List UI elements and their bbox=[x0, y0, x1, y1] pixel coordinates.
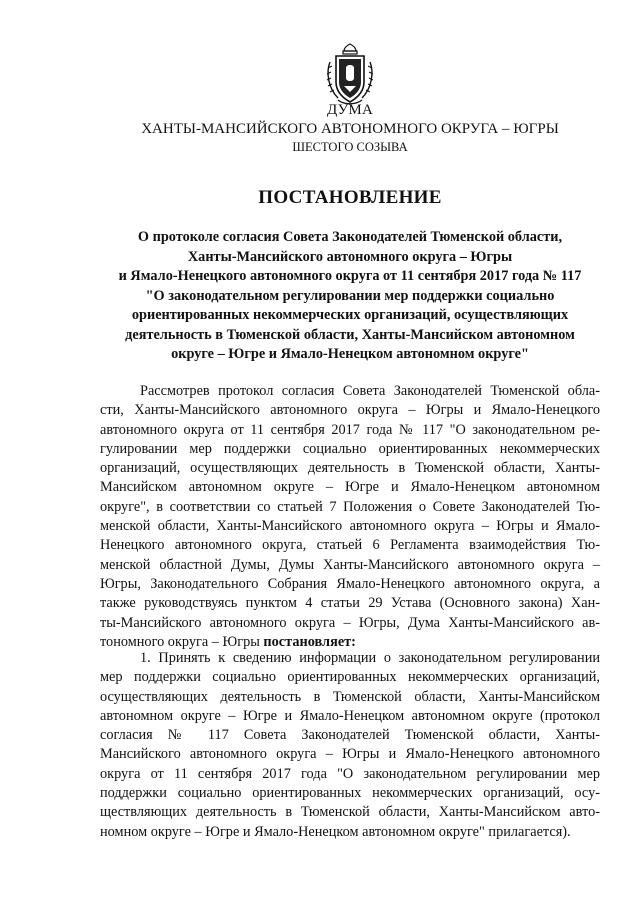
text-line: округе", в соответствии со статьей 7 Положения о Совете Законодателей Тю- bbox=[100, 498, 600, 515]
org-name-line1: ДУМА bbox=[326, 102, 373, 118]
org-name-line2: ХАНТЫ-МАНСИЙСКОГО АВТОНОМНОГО ОКРУГА – ЮГРЫ bbox=[141, 121, 559, 137]
title-line: округе – Югре и Ямало-Ненецком автономном округе" bbox=[171, 346, 529, 362]
resolves-keyword: постановляет: bbox=[263, 633, 356, 650]
text-line: Ненецкого автономного округа, статьей 6 Регламента взаимодействия Тю- bbox=[100, 537, 600, 554]
text-line: автономного округа от 11 сентября 2017 года № 117 "О законодательном ре- bbox=[100, 421, 600, 438]
org-convocation: ШЕСТОГО СОЗЫВА bbox=[292, 140, 408, 154]
title-line: деятельность в Тюменской области, Ханты-Мансийском автономном bbox=[125, 326, 575, 343]
text-line: Мансийском автономном округе – Югре и Ямало-Ненецком автономном bbox=[100, 479, 600, 496]
text-line: осуществляющих деятельность в Тюменской области, Ханты-Мансийском bbox=[100, 688, 600, 705]
text-line: ществляющих деятельность в Тюменской области, Ханты-Мансийском авто- bbox=[100, 804, 600, 821]
text-line: округа от 11 сентября 2017 года "О законодательном регулировании мер bbox=[100, 765, 600, 782]
text-line: гулировании мер поддержки социально ориентированных некоммерческих bbox=[100, 440, 600, 457]
text-line: также руководствуясь пунктом 4 статьи 29 Устава (Основного закона) Хан- bbox=[100, 595, 600, 612]
text-line: менской области, Ханты-Мансийского автономного округа – Югры и Ямало- bbox=[100, 518, 600, 535]
text-line: Мансийского автономного округа – Югры и Ямало-Ненецкого автономного bbox=[100, 746, 600, 763]
title-line: "О законодательном регулировании мер поддержки социально bbox=[145, 287, 555, 304]
coat-of-arms-emblem bbox=[322, 42, 378, 106]
title-line: Ханты-Мансийского автономного округа – Югры bbox=[187, 248, 513, 265]
text-line: сти, Ханты-Мансийского автономного округа – Югры и Ямало-Ненецкого bbox=[100, 402, 600, 419]
text-line: организаций, осуществляющих деятельность в Тюменской области, Ханты- bbox=[100, 460, 600, 477]
text-line: согласия № 117 Совета Законодателей Тюменской области, Ханты- bbox=[100, 727, 600, 744]
title-line: ориентированных некоммерческих организаций, осуществляющих bbox=[131, 307, 569, 323]
text-span: тономного округа – Югры bbox=[100, 633, 264, 650]
title-line: О протоколе согласия Совета Законодателей Тюменской области, bbox=[137, 229, 563, 245]
text-line: мер поддержки социально ориентированных некоммерческих организаций, bbox=[100, 669, 600, 686]
title-line: и Ямало-Ненецкого автономного округа от 11 сентября 2017 года № 117 bbox=[118, 268, 582, 284]
text-line: поддержки социально ориентированных некоммерческих организаций, осу- bbox=[100, 785, 600, 802]
document-type-heading: ПОСТАНОВЛЕНИЕ bbox=[258, 187, 442, 208]
text-line: Югры, Законодательного Собрания Ямало-Ненецкого автономного округа, а bbox=[100, 575, 600, 592]
resolution-item-1 bbox=[100, 649, 600, 842]
text-line: автономном округе – Югре и Ямало-Ненецком автономном округе (протокол bbox=[100, 707, 600, 724]
text-line: ты-Мансийского автономного округа – Югры, Дума Ханты-Мансийского ав- bbox=[100, 614, 600, 631]
preamble-paragraph bbox=[100, 382, 600, 652]
text-line: номном округе – Югре и Ямало-Ненецком автономном округе" прилагается). bbox=[100, 823, 571, 840]
text-line: менской областной Думы, Думы Ханты-Мансийского автономного округа – bbox=[100, 556, 600, 573]
text-line: Рассмотрев протокол согласия Совета Законодателей Тюменской обла- bbox=[140, 383, 600, 399]
text-line: 1. Принять к сведению информации о законодательном регулировании bbox=[140, 650, 600, 666]
document-title bbox=[90, 228, 610, 365]
